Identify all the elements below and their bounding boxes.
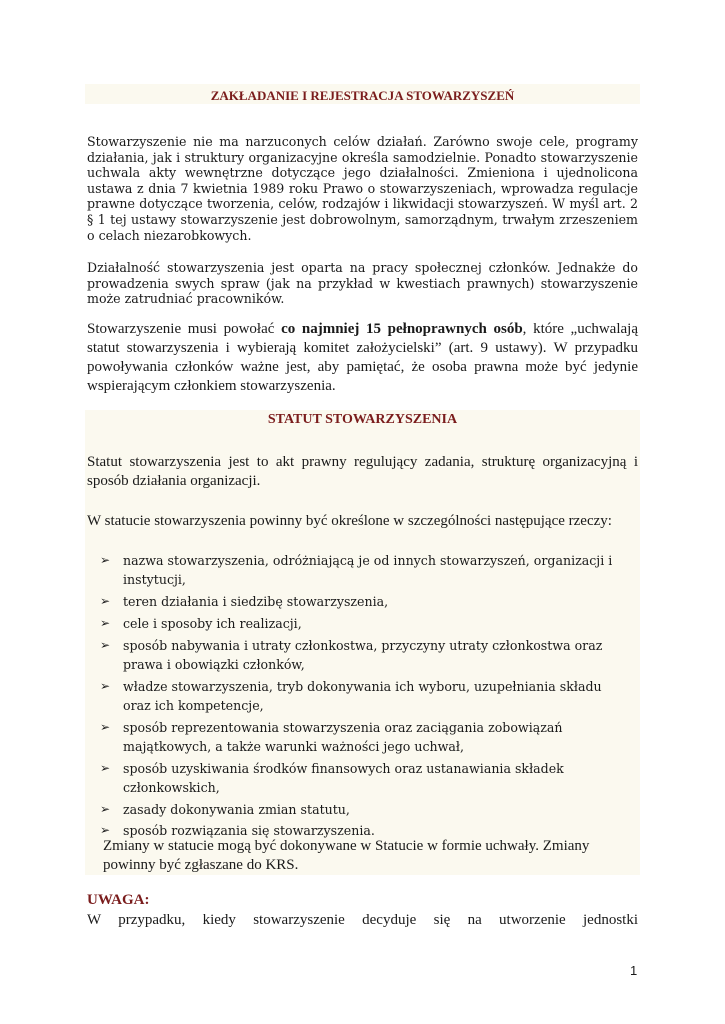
intro-paragraph-3-bold: co najmniej 15 pełnoprawnych osób — [281, 321, 523, 337]
list-item-text: władze stowarzyszenia, tryb dokonywania ich wyboru, uzupełniania składu oraz ich kompetencje, — [123, 678, 602, 713]
statut-paragraph-2: W statucie stowarzyszenia powinny być określone w szczególności następujące rzeczy: — [87, 513, 612, 529]
uwaga-label: UWAGA: — [87, 892, 150, 908]
list-item-text: sposób uzyskiwania środków finansowych oraz ustanawiania składek członkowskich, — [123, 760, 564, 795]
arrow-bullet-icon: ➢ — [100, 823, 111, 838]
arrow-bullet-icon: ➢ — [100, 553, 111, 567]
main-heading: ZAKŁADANIE I REJESTRACJA STOWARZYSZEŃ — [210, 88, 515, 103]
list-item — [100, 800, 630, 819]
arrow-bullet-icon: ➢ — [100, 637, 111, 652]
list-item-text: nazwa stowarzyszenia, odróżniającą je od innych stowarzyszeń, organizacji i instytucji, — [123, 553, 613, 588]
statut-closing-paragraph: Zmiany w statucie mogą być dokonywane w Statucie w formie uchwały. Zmiany powinny być zgłaszane do KRS. — [103, 838, 590, 873]
intro-paragraph-2: Działalność stowarzyszenia jest oparta na pracy społecznej członków. Jednakże do prowadzenia swych spraw (jak na przykład w kwestiach prawnych) stowarzyszenie może zatrudniać pracowników. — [87, 260, 638, 307]
list-item — [100, 677, 630, 715]
list-item — [100, 592, 630, 611]
intro-paragraph-3-end: , które „uchwalają statut stowarzyszenia i wybierają komitet założycielski” (art. 9 ustawy). W przypadku powoływania członków ważne jest, aby pamiętać, że osoba prawna może być jedynie wspierającym członkiem stowarzyszenia. — [87, 321, 638, 394]
statut-requirements-list — [100, 551, 630, 843]
list-item — [100, 718, 630, 756]
list-item — [100, 636, 630, 674]
list-item — [100, 551, 630, 589]
list-item — [100, 759, 630, 797]
page-number: 1 — [630, 963, 638, 978]
arrow-bullet-icon: ➢ — [100, 760, 111, 775]
arrow-bullet-icon: ➢ — [100, 615, 111, 630]
intro-paragraph-3 — [87, 320, 638, 396]
list-item — [100, 614, 630, 633]
arrow-bullet-icon: ➢ — [100, 678, 111, 693]
list-item-text: sposób nabywania i utraty członkostwa, przyczyny utraty członkostwa oraz prawa i obowiązki członków, — [123, 637, 603, 672]
arrow-bullet-icon: ➢ — [100, 801, 111, 816]
statut-heading: STATUT STOWARZYSZENIA — [267, 412, 458, 427]
list-item-text: teren działania i siedzibę stowarzyszenia, — [123, 594, 389, 609]
statut-paragraph-1: Statut stowarzyszenia jest to akt prawny regulujący zadania, strukturę organizacyjną i sposób działania organizacji. — [87, 454, 638, 489]
list-item-text: sposób rozwiązania się stowarzyszenia. — [123, 823, 375, 839]
uwaga-text: W przypadku, kiedy stowarzyszenie decyduje się na utworzenie jednostki — [87, 912, 638, 928]
intro-paragraph-1: Stowarzyszenie nie ma narzuconych celów działań. Zarówno swoje cele, programy działania, jak i struktury organizacyjne określa samodzielnie. Ponadto stowarzyszenie uchwala akty wewnętrzne dotyczące jego działalności. Zmieniona i ujednolicona ustawa z dnia 7 kwietnia 1989 roku Prawo o stowarzyszeniach, wprowadza regulacje prawne dotyczące tworzenia, celów, rodzajów i likwidacji stowarzyszeń. W myśl art. 2 § 1 tej ustawy stowarzyszenie jest dobrowolnym, samorządnym, trwałym zrzeszeniem o celach niezarobkowych. — [87, 134, 638, 243]
arrow-bullet-icon: ➢ — [100, 719, 111, 734]
intro-paragraph-3-start: Stowarzyszenie musi powołać — [87, 321, 282, 337]
list-item-text: cele i sposoby ich realizacji, — [123, 615, 302, 631]
arrow-bullet-icon: ➢ — [100, 594, 111, 608]
list-item-text: zasady dokonywania zmian statutu, — [123, 801, 350, 817]
list-item-text: sposób reprezentowania stowarzyszenia oraz zaciągania zobowiązań majątkowych, a także warunki ważności jego uchwał, — [123, 719, 563, 754]
